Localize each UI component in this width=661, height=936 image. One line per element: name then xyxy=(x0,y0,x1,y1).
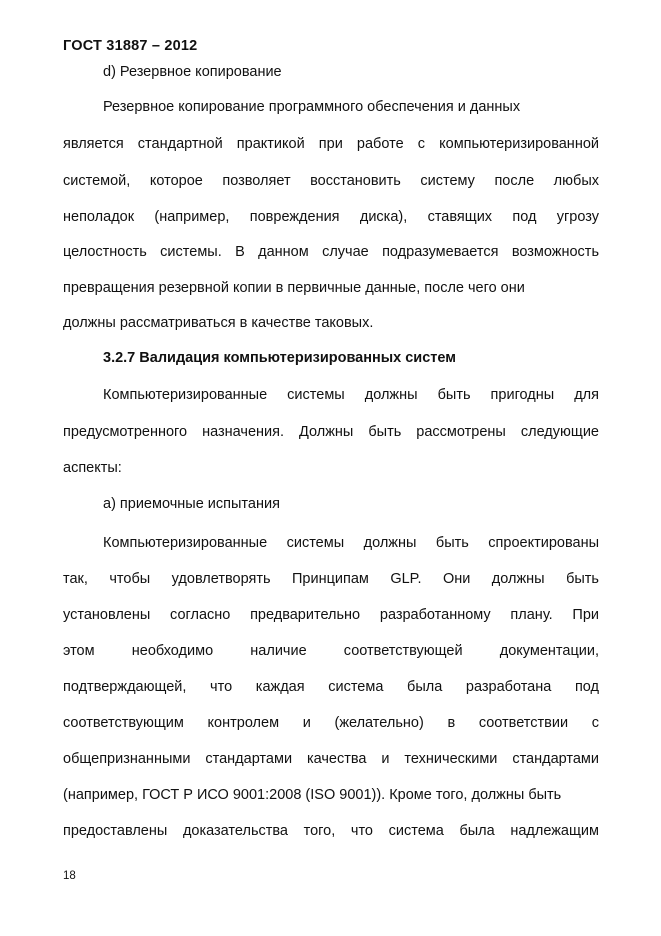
paragraph-line: должны рассматриваться в качестве таковых. xyxy=(63,315,374,331)
paragraph-line: (например, ГОСТ Р ИСО 9001:2008 (ISO 9001)). Кроме того, должны быть xyxy=(63,787,562,803)
page-number: 18 xyxy=(63,870,76,882)
paragraph-line: неполадок (например, повреждения диска), ставящих под угрозу xyxy=(63,209,599,225)
paragraph-line: предусмотренного назначения. Должны быть рассмотрены следующие xyxy=(63,424,599,440)
paragraph-line: Компьютеризированные системы должны быть пригодны для xyxy=(103,387,599,403)
paragraph-line: предоставлены доказательства того, что система была надлежащим xyxy=(63,823,599,839)
paragraph-line: Компьютеризированные системы должны быть спроектированы xyxy=(103,535,599,551)
item-heading-acceptance: а) приемочные испытания xyxy=(103,496,280,512)
paragraph-line: установлены согласно предварительно разработанному плану. При xyxy=(63,607,599,623)
document-header: ГОСТ 31887 – 2012 xyxy=(63,38,198,54)
paragraph-line: подтверждающей, что каждая система была разработана под xyxy=(63,679,599,695)
paragraph-line: превращения резервной копии в первичные данные, после чего они xyxy=(63,280,525,296)
paragraph-line: аспекты: xyxy=(63,460,122,476)
paragraph-line: общепризнанными стандартами качества и техническими стандартами xyxy=(63,751,599,767)
section-heading: 3.2.7 Валидация компьютеризированных систем xyxy=(103,350,456,366)
paragraph-line: так, чтобы удовлетворять Принципам GLP. Они должны быть xyxy=(63,571,599,587)
paragraph-line: целостность системы. В данном случае подразумевается возможность xyxy=(63,244,599,260)
paragraph-line: системой, которое позволяет восстановить систему после любых xyxy=(63,173,599,189)
paragraph-line: соответствующим контролем и (желательно) в соответствии с xyxy=(63,715,599,731)
paragraph-line: является стандартной практикой при работе с компьютеризированной xyxy=(63,136,599,152)
paragraph-line: этом необходимо наличие соответствующей документации, xyxy=(63,643,599,659)
paragraph-line: Резервное копирование программного обеспечения и данных xyxy=(103,99,521,115)
item-heading-backup: d) Резервное копирование xyxy=(103,64,282,80)
